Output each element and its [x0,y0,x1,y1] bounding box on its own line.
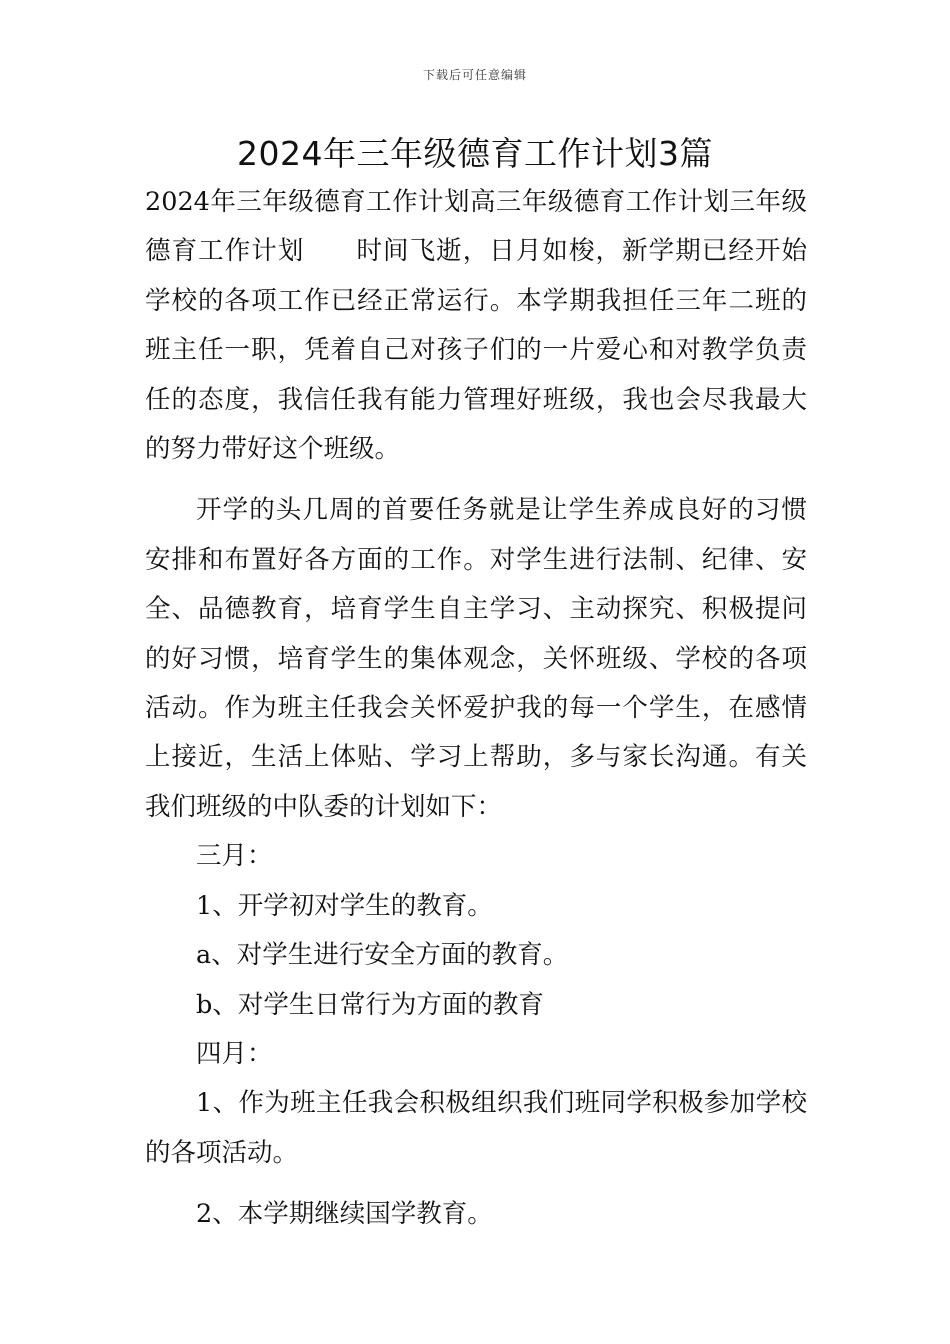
intro-paragraph [145,178,807,474]
march-item-1: 1、开学初对学生的教育。 [196,890,493,921]
march-heading: 三月： [196,841,273,872]
document-title: 2024年三年级德育工作计划3篇 [237,134,713,173]
document-body [145,178,807,1240]
page-header-note: 下载后可任意编辑 [422,68,527,82]
april-heading: 四月： [196,1038,273,1069]
april-item-1: 1、作为班主任我会积极组织我们班同学积极参加学校的各项活动。 [145,1088,807,1168]
march-item-a: a、对学生进行安全方面的教育。 [196,940,569,971]
april-item-2: 2、本学期继续国学教育。 [196,1199,493,1230]
march-item-b: b、对学生日常行为方面的教育 [196,989,544,1020]
paragraph-2: 开学的头几周的首要任务就是让学生养成良好的习惯安排和布置好各方面的工作。对学生进行法制、纪律、安全、品德教育，培育学生自主学习、主动探究、积极提问的好习惯，培育学生的集体观念，关怀班级、学校的各项活动。作为班主任我会关怀爱护我的每一个学生，在感情上接近，生活上体贴、学习上帮助，多与家长沟通。有关我们班级的中队委的计划如下： [145,495,807,822]
intro-heading: 2024年三年级德育工作计划高三年级德育工作计划三年级德育工作计划 [145,187,807,267]
paragraph-1: 时间飞逝，日月如梭，新学期已经开始学校的各项工作已经正常运行。本学期我担任三年二班的班主任一职，凭着自己对孩子们的一片爱心和对教学负责任的态度，我信任我有能力管理好班级，我也会尽我最大的努力带好这个班级。 [145,236,807,465]
